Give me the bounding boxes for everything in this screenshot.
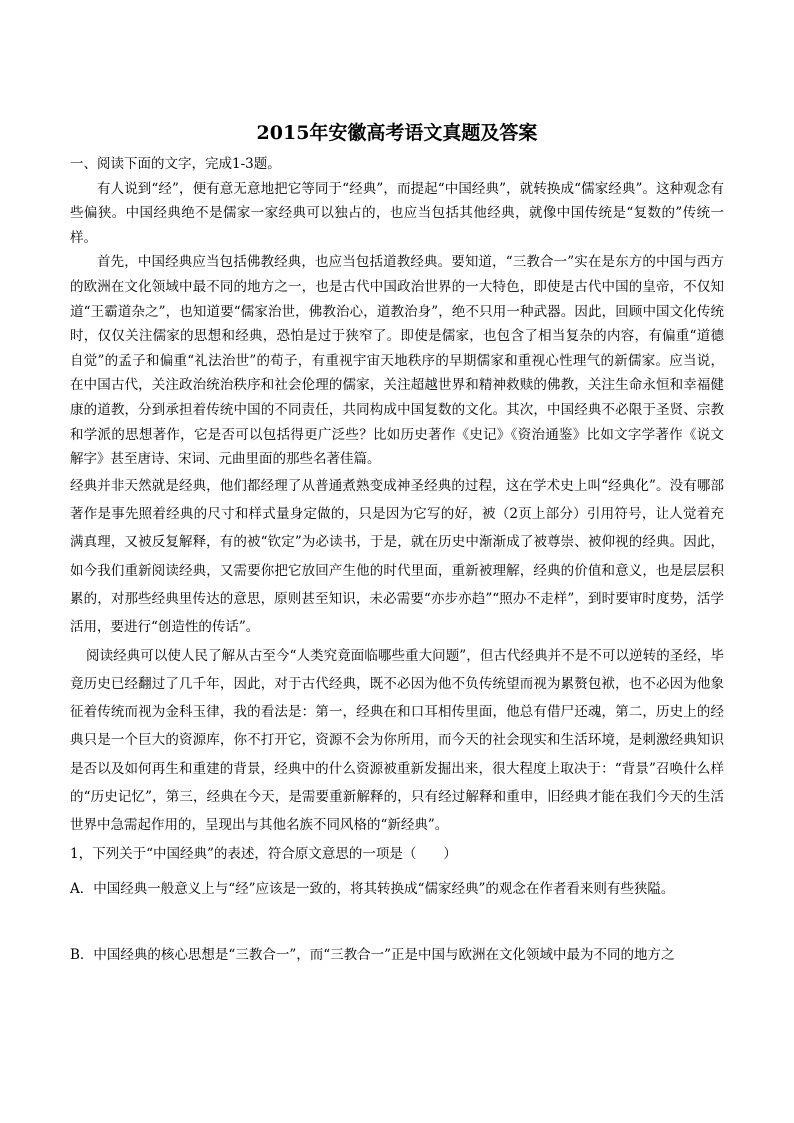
- question-1: 1，下列关于“中国经典”的表述，符合原文意思的一项是（ ）: [70, 845, 457, 862]
- paragraph-2: 首先，中国经典应当包括佛教经典，也应当包括道教经典。要知道，“三教合一”实在是东方的中国与西方的欧洲在文化领域中最不同的地方之一，也是古代中国政治世界的一大特色，即使是古代中国的皇帝，不仅知道“王霸道杂之”，也知道要“儒家治世，佛教治心，道教治身”，绝不只用一种武器。因此，回顾中国文化传统时，仅仅关注儒家的思想和经典，恐怕是过于狭窄了。即使是儒家，也包含了相当复杂的内容，有偏重“道德自觉”的孟子和偏重“礼法治世”的荀子，有重视宇宙天地秩序的早期儒家和重视心性理气的新儒家。应当说，在中国古代，关注政治统治秩序和社会伦理的儒家，关注超越世界和精神救赎的佛教，关注生命永恒和幸福健康的道教，分到承担着传统中国的不同责任，共同构成中国复数的文化。其次，中国经典不必限于圣贤、宗教和学派的思想著作，它是否可以包括得更广泛些？比如历史著作《史记》《资治通鉴》比如文字学著作《说文解字》甚至唐诗、宋词、元曲里面的那些名著佳篇。: [70, 254, 724, 468]
- passage-body: [70, 152, 724, 968]
- option-b: B．中国经典的核心思想是“三教合一”，而“三教合一”正是中国与欧洲在文化领域中最为不同的地方之: [70, 946, 675, 963]
- option-a: A．中国经典一般意义上与“经”应该是一致的，将其转换成“儒家经典”的观念在作者看来则有些狭隘。: [70, 880, 675, 897]
- section-heading: 一、阅读下面的文字，完成1-3题。: [70, 156, 281, 172]
- paragraph-4: 阅读经典可以使人民了解从古至今“人类究竟面临哪些重大问题”，但古代经典并不是不可以逆转的圣经，毕竟历史已经翻过了几千年，因此，对于古代经典，既不必因为他不负传统望而视为累赘包袱，也不必因为他象征着传统而视为金科玉律，我的看法是：第一，经典在和口耳相传里面，他总有借尸还魂，第二，历史上的经典只是一个巨大的资源库，你不打开它，资源不会为你所用，而今天的社会现实和生活环境，是刺激经典知识是否以及如何再生和重建的背景，经典中的什么资源被重新发掘出来，很大程度上取决于：“背景”召唤什么样的“历史记忆”，第三，经典在今天，是需要重新解释的，只有经过解释和重申，旧经典才能在我们今天的生活世界中急需起作用的，呈现出与其他名族不同风格的“新经典”。: [70, 647, 724, 834]
- paragraph-3: 经典并非天然就是经典，他们都经理了从普通煮熟变成神圣经典的过程，这在学术史上叫“经典化”。没有哪部著作是事先照着经典的尺寸和样式量身定做的，只是因为它写的好，被（2页上部分）引用符号，让人觉着充满真理，又被反复解释，有的被“钦定”为必读书，于是，就在历史中渐渐成了被尊崇、被仰视的经典。因此，如今我们重新阅读经典，又需要你把它放回产生他的时代里面，重新被理解，经典的价值和意义，也是层层积累的，对那些经典里传达的意思，原则甚至知识，未必需要“亦步亦趋”“照办不走样”，到时要审时度势，活学活用，要进行“创造性的传话”。: [70, 477, 724, 636]
- page-title: 2015年安徽高考语文真题及答案: [256, 122, 538, 144]
- paragraph-1: 有人说到“经”，便有意无意地把它等同于“经典”，而提起“中国经典”，就转换成“儒家经典”。这种观念有些偏狭。中国经典绝不是儒家一家经典可以独占的，也应当包括其他经典，就像中国传统是“复数的”传统一样。: [70, 180, 724, 246]
